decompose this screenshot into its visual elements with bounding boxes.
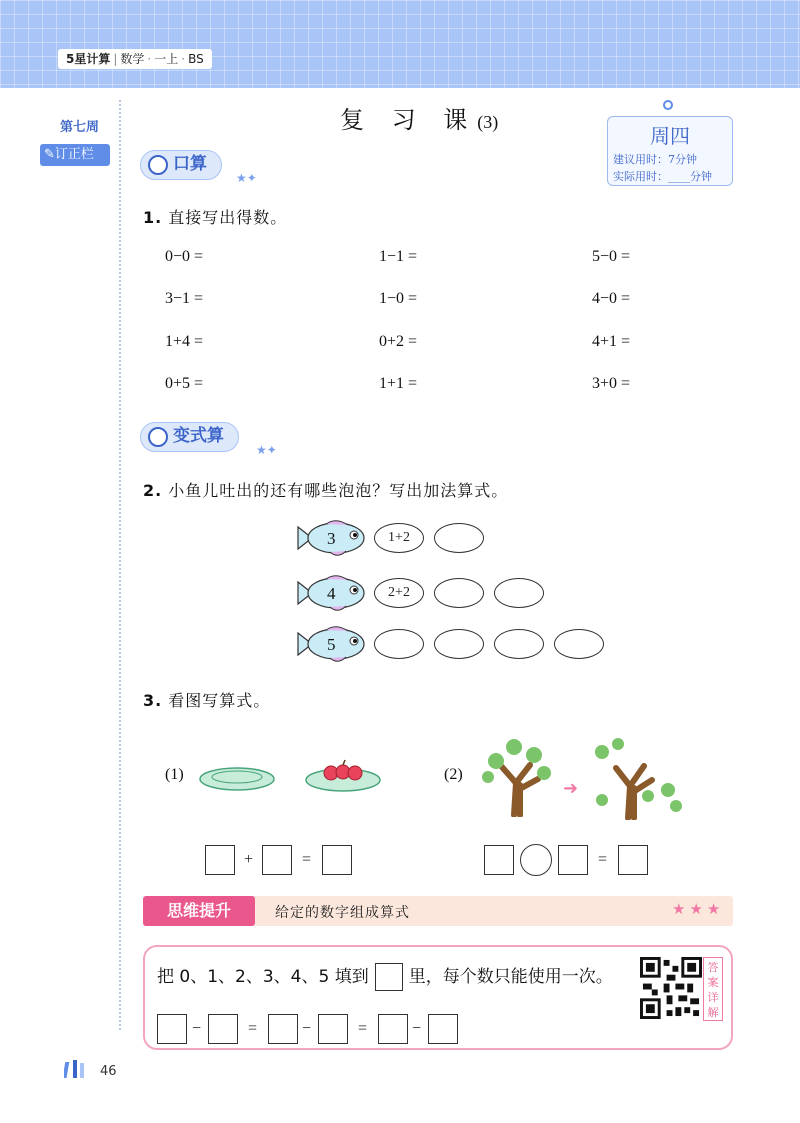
equation-item: 0+5 = xyxy=(165,375,204,392)
plus-sign: + xyxy=(244,851,254,868)
equals-sign: = xyxy=(248,1020,258,1037)
equals-sign: = xyxy=(358,1020,368,1037)
answer-box[interactable] xyxy=(262,845,292,875)
star-icon: ★✦ xyxy=(256,443,277,457)
answer-box[interactable] xyxy=(558,845,588,875)
week-label: 第七周 xyxy=(60,120,100,135)
books-icon xyxy=(64,1058,96,1078)
equation-item: 0+2 = xyxy=(379,333,418,350)
equals-sign: = xyxy=(302,851,312,868)
arrow-right-icon: ➜ xyxy=(563,778,579,799)
q3-part1-label: (1) xyxy=(165,766,184,783)
operator-circle[interactable] xyxy=(520,844,552,876)
bubble-filled: 2+2 xyxy=(374,578,424,608)
qr-code-icon[interactable] xyxy=(640,957,702,1019)
q1-number: 1. xyxy=(143,208,163,227)
tree-after-image xyxy=(588,738,688,820)
equation-item: 4−0 = xyxy=(592,290,631,307)
minus-sign: − xyxy=(302,1020,312,1037)
header-band xyxy=(0,0,800,88)
actual-time: 实际用时：____分钟 xyxy=(613,170,712,183)
stopwatch-icon xyxy=(148,155,168,175)
answer-box[interactable] xyxy=(322,845,352,875)
page-title xyxy=(340,100,498,135)
q2-text: 小鱼儿吐出的还有哪些泡泡？写出加法算式。 xyxy=(168,481,509,500)
answer-box[interactable] xyxy=(208,1014,238,1044)
day-title: 周四 xyxy=(650,124,690,148)
q1-title xyxy=(143,205,287,228)
correction-label: 订正栏 xyxy=(54,147,94,162)
answer-box[interactable] xyxy=(318,1014,348,1044)
star-icon: ★✦ xyxy=(236,171,257,185)
fish-number: 4 xyxy=(327,584,336,603)
q3-text: 看图写算式。 xyxy=(168,691,271,710)
equation-item: 3−1 = xyxy=(165,290,204,307)
section-oral-label: 口算 xyxy=(173,154,207,174)
q3-number: 3. xyxy=(143,691,163,710)
answer-box[interactable] xyxy=(157,1014,187,1044)
equation-item: 3+0 = xyxy=(592,375,631,392)
instruction-after: 里，每个数只能使用一次。 xyxy=(408,967,613,987)
equation-item: 4+1 = xyxy=(592,333,631,350)
bubble-empty[interactable] xyxy=(554,629,604,659)
fish-number: 3 xyxy=(327,529,336,548)
series-tag: 5星计算 | 数学 · 一上 · BS xyxy=(58,49,212,69)
answer-box[interactable] xyxy=(618,845,648,875)
pencil-icon: ✎ xyxy=(44,147,55,162)
edition: BS xyxy=(188,52,204,66)
bubble-empty[interactable] xyxy=(494,629,544,659)
answer-box[interactable] xyxy=(428,1014,458,1044)
bubble-empty[interactable] xyxy=(434,523,484,553)
q3-part2-label: (2) xyxy=(444,766,463,783)
thinking-tag: 思维提升 xyxy=(143,896,255,926)
series-name: 5星计算 xyxy=(66,52,111,66)
answer-box[interactable] xyxy=(484,845,514,875)
minus-sign: − xyxy=(192,1020,202,1037)
equation-item: 5−0 = xyxy=(592,248,631,265)
equation-item: 1+1 = xyxy=(379,375,418,392)
instruction-before: 把 0、1、2、3、4、5 填到 xyxy=(157,967,369,987)
equation-item: 1−1 = xyxy=(379,248,418,265)
suggested-time: 建议用时：7分钟 xyxy=(613,153,697,166)
thinking-subtitle: 给定的数字组成算式 xyxy=(275,905,410,921)
bubble-empty[interactable] xyxy=(374,629,424,659)
target-icon xyxy=(148,427,168,447)
bubble-empty[interactable] xyxy=(494,578,544,608)
difficulty-stars: ★★★ xyxy=(672,900,725,918)
tree-before-image xyxy=(478,735,558,817)
subject: 数学 xyxy=(120,52,145,66)
equation-item: 1+4 = xyxy=(165,333,204,350)
answer-box[interactable] xyxy=(378,1014,408,1044)
bubble-empty[interactable] xyxy=(434,578,484,608)
empty-plate-image xyxy=(198,764,276,794)
title-number: (3) xyxy=(477,112,499,132)
fish-number: 5 xyxy=(327,635,336,654)
equation-item: 1−0 = xyxy=(379,290,418,307)
grade: 一上 xyxy=(154,52,179,66)
equals-sign: = xyxy=(598,851,608,868)
answer-box[interactable] xyxy=(205,845,235,875)
page-number: 46 xyxy=(100,1064,117,1079)
minus-sign: − xyxy=(412,1020,422,1037)
title-main: 复 习 课 xyxy=(340,106,478,134)
q2-title xyxy=(143,478,508,501)
thinking-instruction xyxy=(157,962,613,991)
pin-icon xyxy=(663,100,673,110)
correction-column-tag xyxy=(40,144,110,166)
bubble-filled: 1+2 xyxy=(374,523,424,553)
answer-explain-label: 答案详解 xyxy=(703,957,723,1021)
q3-title xyxy=(143,688,270,711)
section-variant-label: 变式算 xyxy=(173,426,224,446)
equation-item: 0−0 = xyxy=(165,248,204,265)
answer-box[interactable] xyxy=(268,1014,298,1044)
margin-divider xyxy=(119,100,121,1030)
inline-answer-box-icon xyxy=(375,963,403,991)
bubble-empty[interactable] xyxy=(434,629,484,659)
q2-number: 2. xyxy=(143,481,163,500)
q1-text: 直接写出得数。 xyxy=(168,208,288,227)
plate-with-apples-image xyxy=(304,752,382,794)
